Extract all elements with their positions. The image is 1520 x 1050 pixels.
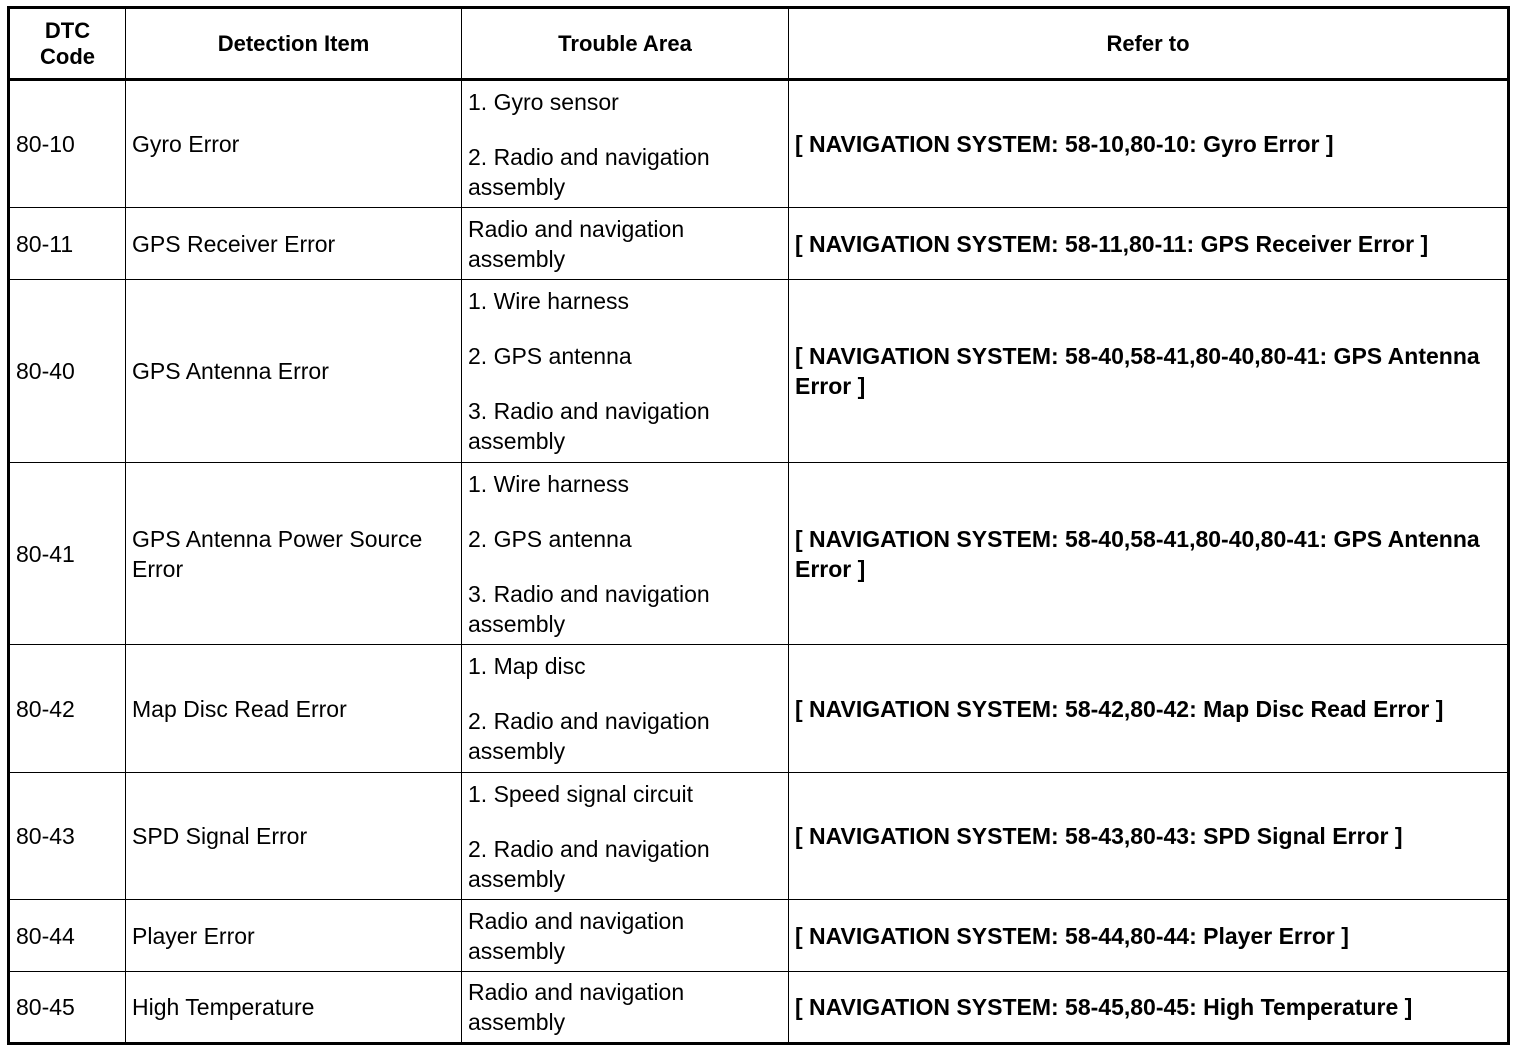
trouble-area-item: Radio and navigation assembly — [468, 979, 685, 1035]
table-row — [9, 773, 1509, 900]
refer-to-link[interactable]: [ NAVIGATION SYSTEM: 58-40,58-41,80-40,80-41: GPS Antenna Error ] — [789, 280, 1509, 463]
dtc-code: 80-41 — [9, 463, 126, 645]
trouble-area — [462, 773, 789, 900]
dtc-code: 80-11 — [9, 208, 126, 280]
header-dtc-code: DTC Code — [9, 8, 126, 80]
dtc-code: 80-43 — [9, 773, 126, 900]
refer-to-link[interactable]: [ NAVIGATION SYSTEM: 58-45,80-45: High Temperature ] — [789, 972, 1509, 1044]
table-row — [9, 80, 1509, 208]
detection-item: Gyro Error — [126, 80, 462, 208]
refer-to-link[interactable]: [ NAVIGATION SYSTEM: 58-40,58-41,80-40,80-41: GPS Antenna Error ] — [789, 463, 1509, 645]
detection-item: High Temperature — [126, 972, 462, 1044]
trouble-area-item: 2. GPS antenna — [468, 525, 632, 552]
trouble-area-item: 3. Radio and navigation assembly — [468, 398, 710, 454]
trouble-area-item: Radio and navigation assembly — [468, 907, 685, 964]
trouble-area — [462, 280, 789, 463]
trouble-area-item: 1. Wire harness — [468, 470, 630, 497]
detection-item: Map Disc Read Error — [126, 645, 462, 773]
refer-to-link[interactable]: [ NAVIGATION SYSTEM: 58-44,80-44: Player Error ] — [789, 900, 1509, 972]
table-row — [9, 208, 1509, 280]
dtc-table — [7, 6, 1510, 1045]
trouble-area-item: 1. Speed signal circuit — [468, 780, 694, 807]
trouble-area — [462, 80, 789, 208]
table-row — [9, 900, 1509, 972]
dtc-code: 80-10 — [9, 80, 126, 208]
trouble-area-item: 2. Radio and navigation assembly — [468, 708, 710, 764]
table-row — [9, 645, 1509, 773]
trouble-area — [462, 900, 789, 972]
trouble-area-item: 3. Radio and navigation assembly — [468, 580, 710, 637]
detection-item: GPS Receiver Error — [126, 208, 462, 280]
header-row — [9, 8, 1509, 80]
dtc-code: 80-44 — [9, 900, 126, 972]
trouble-area — [462, 208, 789, 280]
refer-to-link[interactable]: [ NAVIGATION SYSTEM: 58-42,80-42: Map Disc Read Error ] — [789, 645, 1509, 773]
trouble-area — [462, 645, 789, 773]
header-detection-item: Detection Item — [126, 8, 462, 80]
header-trouble-area: Trouble Area — [462, 8, 789, 80]
detection-item: GPS Antenna Power Source Error — [126, 463, 462, 645]
table-row — [9, 463, 1509, 645]
table-row — [9, 972, 1509, 1044]
refer-to-link[interactable]: [ NAVIGATION SYSTEM: 58-10,80-10: Gyro Error ] — [789, 80, 1509, 208]
detection-item: SPD Signal Error — [126, 773, 462, 900]
trouble-area-item: 2. Radio and navigation assembly — [468, 835, 710, 892]
trouble-area-item: 1. Map disc — [468, 653, 586, 679]
dtc-code: 80-45 — [9, 972, 126, 1044]
trouble-area — [462, 972, 789, 1044]
refer-to-link[interactable]: [ NAVIGATION SYSTEM: 58-11,80-11: GPS Receiver Error ] — [789, 208, 1509, 280]
header-refer-to: Refer to — [789, 8, 1509, 80]
table-row — [9, 280, 1509, 463]
detection-item: GPS Antenna Error — [126, 280, 462, 463]
trouble-area-item: 1. Wire harness — [468, 288, 630, 314]
trouble-area-item: Radio and navigation assembly — [468, 215, 685, 272]
trouble-area-item: 2. GPS antenna — [468, 343, 632, 369]
dtc-code: 80-40 — [9, 280, 126, 463]
trouble-area-item: 2. Radio and navigation assembly — [468, 143, 710, 200]
refer-to-link[interactable]: [ NAVIGATION SYSTEM: 58-43,80-43: SPD Signal Error ] — [789, 773, 1509, 900]
trouble-area — [462, 463, 789, 645]
trouble-area-item: 1. Gyro sensor — [468, 88, 619, 115]
detection-item: Player Error — [126, 900, 462, 972]
dtc-code: 80-42 — [9, 645, 126, 773]
